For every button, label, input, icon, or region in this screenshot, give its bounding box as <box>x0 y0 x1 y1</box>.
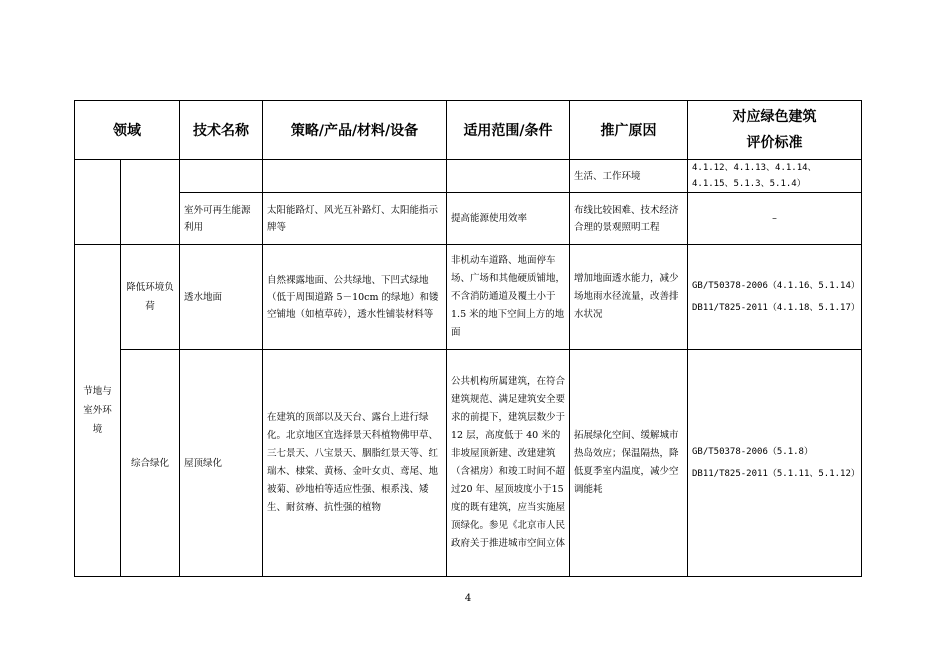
header-domain: 领域 <box>75 101 180 160</box>
header-tech-name: 技术名称 <box>180 101 263 160</box>
cont-scope-cell <box>447 160 570 193</box>
domain-cell-land-outdoor: 节地与室外环境 <box>75 245 121 577</box>
permeable-reason-cell: 增加地面透水能力，减少场地雨水径流量，改善排水状况 <box>570 245 688 350</box>
roof-scope-cell: 公共机构所属建筑，在符合建筑规范、满足建筑安全要求的前提下，建筑层数少于 12 层，高度低于 40 米的非坡屋顶新建、改建建筑（含裙房）和竣工时间不超过20 年、屋顶坡度小于15 度的既有建筑，应当实施屋顶绿化。参见《北京市人民政府关于推进城市空间立体 <box>447 350 570 577</box>
subdomain-greening: 综合绿化 <box>121 350 180 577</box>
roof-standard-cell <box>688 350 862 577</box>
header-standard-line2: 评价标准 <box>746 135 803 151</box>
header-reason: 推广原因 <box>570 101 688 160</box>
permeable-standard-gb: GB/T50378-2006（4.1.16、5.1.14） <box>692 281 860 291</box>
cont-standard-line-b: 4.1.15、5.1.3、5.1.4） <box>692 179 806 189</box>
roof-standard-db: DB11/T825-2011（5.1.11、5.1.12） <box>692 469 860 479</box>
renewable-reason-cell: 布线比较困难、技术经济合理的景观照明工程 <box>570 193 688 245</box>
permeable-standard-db: DB11/T825-2011（4.1.18、5.1.17） <box>692 303 860 313</box>
subdomain-cell-top <box>121 160 180 245</box>
cont-strategy-cell <box>263 160 447 193</box>
header-standard <box>688 101 862 160</box>
table-row-roof <box>75 350 862 577</box>
header-scope: 适用范围/条件 <box>447 101 570 160</box>
cont-reason-cell: 生活、工作环境 <box>570 160 688 193</box>
renewable-tech-cell: 室外可再生能源利用 <box>180 193 263 245</box>
subdomain-reduce-load: 降低环境负荷 <box>121 245 180 350</box>
cont-tech-cell <box>180 160 263 193</box>
table-row-permeable <box>75 245 862 350</box>
permeable-strategy-cell: 自然裸露地面、公共绿地、下凹式绿地（低于周围道路 5－10cm 的绿地）和镂空铺地（如植草砖），透水性铺装材料等 <box>263 245 447 350</box>
cont-standard-cell <box>688 160 862 193</box>
header-standard-line1: 对应绿色建筑 <box>732 109 817 125</box>
permeable-scope-cell: 非机动车道路、地面停车场、广场和其他硬质铺地，不含消防通道及覆土小于 1.5 米的地下空间上方的地面 <box>447 245 570 350</box>
permeable-standard-cell <box>688 245 862 350</box>
table-row-continued <box>75 160 862 193</box>
table-row-renewable <box>75 193 862 245</box>
domain-cell-top <box>75 160 121 245</box>
renewable-strategy-cell: 太阳能路灯、风光互补路灯、太阳能指示牌等 <box>263 193 447 245</box>
header-strategy: 策略/产品/材料/设备 <box>263 101 447 160</box>
table-header-row <box>75 101 862 160</box>
renewable-scope-cell: 提高能源使用效率 <box>447 193 570 245</box>
green-tech-table <box>74 100 862 577</box>
permeable-tech-cell: 透水地面 <box>180 245 263 350</box>
roof-reason-cell: 拓展绿化空间、缓解城市热岛效应；保温隔热，降低夏季室内温度，减少空调能耗 <box>570 350 688 577</box>
roof-tech-cell: 屋顶绿化 <box>180 350 263 577</box>
cont-standard-line-a: 4.1.12、4.1.13、4.1.14、 <box>692 163 817 173</box>
roof-standard-gb: GB/T50378-2006（5.1.8） <box>692 447 813 457</box>
page-number: 4 <box>464 593 472 604</box>
roof-strategy-cell: 在建筑的顶部以及天台、露台上进行绿化。北京地区宜选择景天科植物佛甲草、三七景天、八宝景天、胭脂红景天等、红瑞木、棣棠、黄杨、金叶女贞、鸢尾、地被菊、砂地柏等适应性强、根系浅、矮生、耐贫瘠、抗性强的植物 <box>263 350 447 577</box>
renewable-standard-cell: – <box>688 193 862 245</box>
